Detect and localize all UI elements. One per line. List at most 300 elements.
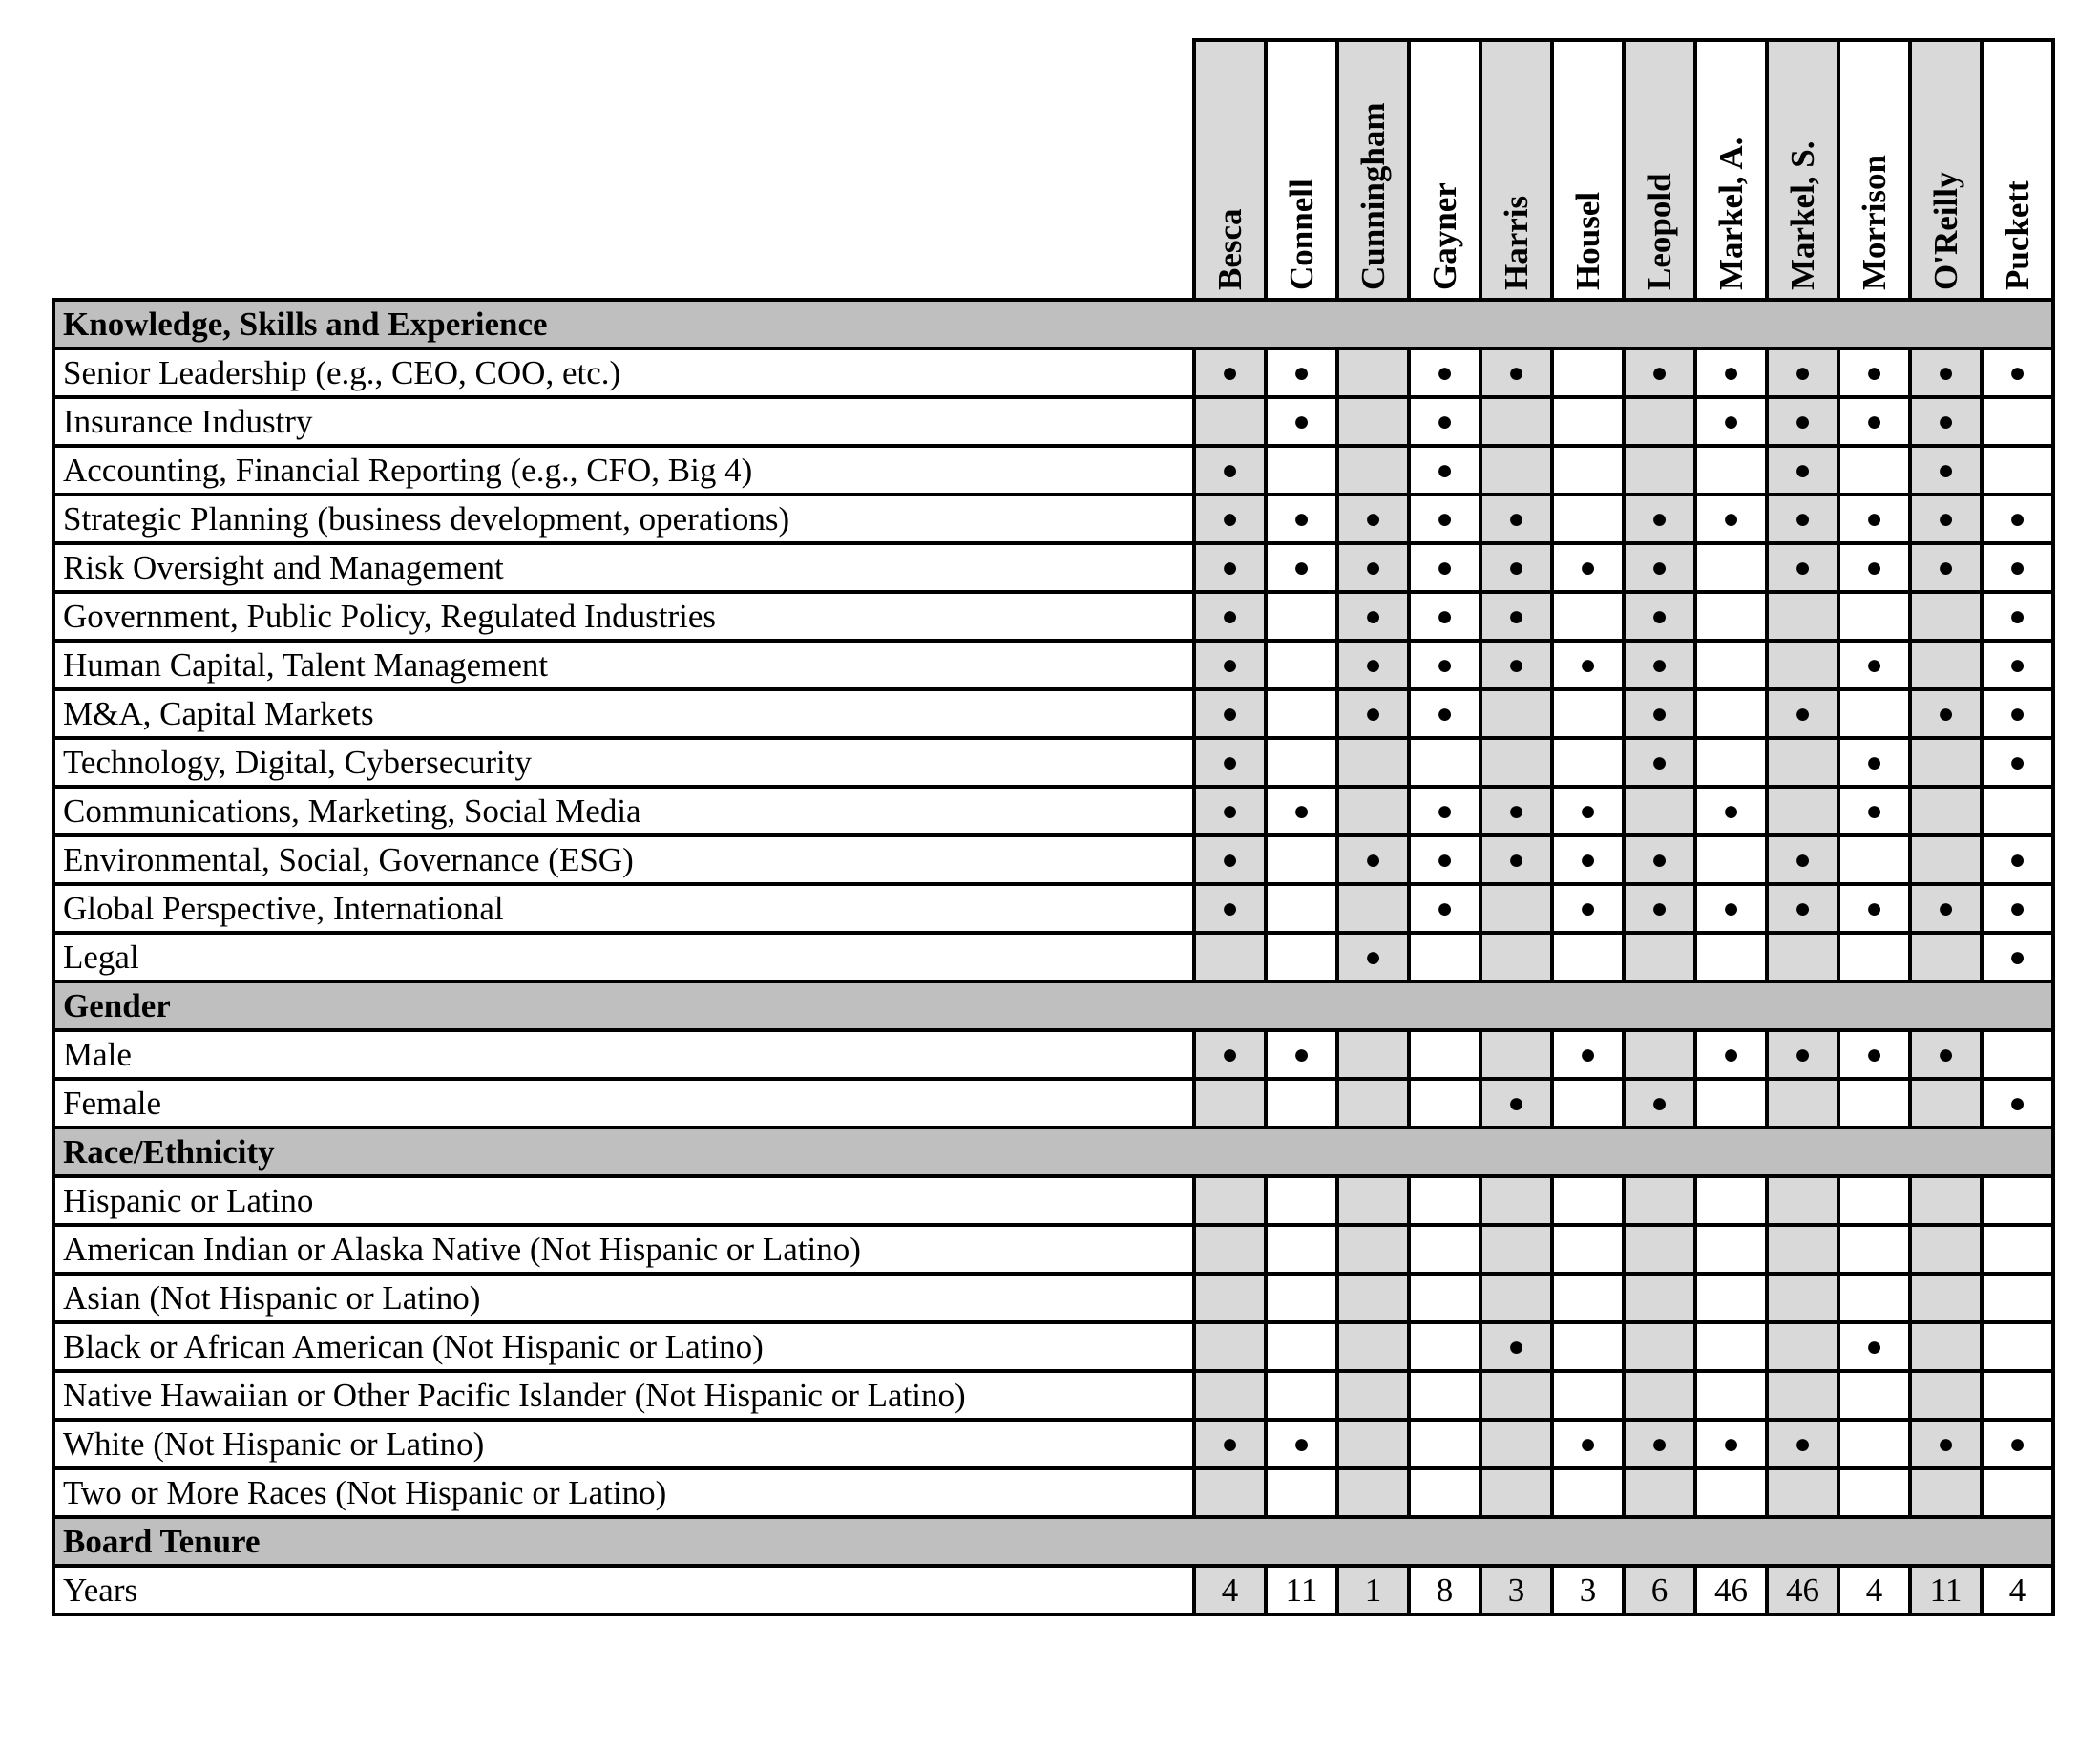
empty-cell: [1480, 884, 1552, 933]
dot-icon: ●: [1436, 502, 1454, 535]
empty-cell: [1910, 835, 1982, 884]
section-title: Gender: [53, 981, 2053, 1030]
empty-cell: [1337, 1030, 1409, 1079]
row-label: Risk Oversight and Management: [53, 543, 1194, 592]
dot-cell: [1624, 689, 1695, 738]
empty-cell: [1266, 689, 1337, 738]
empty-cell: [1767, 1079, 1838, 1128]
director-column-header: [1910, 40, 1982, 300]
empty-cell: [1695, 1371, 1767, 1420]
row-label: Accounting, Financial Reporting (e.g., CFO, Big 4): [53, 446, 1194, 495]
empty-cell: [1767, 1225, 1838, 1274]
empty-cell: [1624, 1030, 1695, 1079]
empty-cell: [1695, 543, 1767, 592]
empty-cell: [1409, 738, 1480, 787]
empty-cell: [1194, 1176, 1266, 1225]
dot-cell: [1910, 1030, 1982, 1079]
empty-cell: [1910, 1371, 1982, 1420]
dot-cell: [1624, 641, 1695, 689]
matrix-row: [53, 348, 2053, 397]
dot-cell: [1480, 1322, 1552, 1371]
dot-cell: [1767, 689, 1838, 738]
dot-icon: ●: [1650, 648, 1669, 681]
dot-icon: ●: [1436, 697, 1454, 729]
row-label: Legal: [53, 933, 1194, 981]
dot-icon: ●: [1364, 940, 1382, 973]
empty-cell: [1624, 1371, 1695, 1420]
dot-cell: [1767, 446, 1838, 495]
dot-icon: ●: [1221, 892, 1239, 924]
empty-cell: [1552, 1225, 1624, 1274]
matrix-row: [53, 787, 2053, 835]
director-column-header: [1409, 40, 1480, 300]
row-label: Female: [53, 1079, 1194, 1128]
dot-cell: [1695, 397, 1767, 446]
director-name: Markel, S.: [1783, 140, 1821, 290]
row-label: Global Perspective, International: [53, 884, 1194, 933]
dot-cell: [1266, 397, 1337, 446]
dot-icon: ●: [1865, 1038, 1883, 1070]
dot-cell: [1409, 495, 1480, 543]
dot-icon: ●: [1722, 356, 1740, 389]
empty-cell: [1910, 787, 1982, 835]
empty-cell: [1624, 933, 1695, 981]
empty-cell: [1552, 1176, 1624, 1225]
dot-icon: ●: [1937, 892, 1955, 924]
empty-cell: [1266, 1468, 1337, 1517]
dot-icon: ●: [1865, 502, 1883, 535]
row-label: Native Hawaiian or Other Pacific Islander (Not Hispanic or Latino): [53, 1371, 1194, 1420]
dot-cell: [1982, 835, 2053, 884]
empty-cell: [1552, 1371, 1624, 1420]
empty-cell: [1337, 1079, 1409, 1128]
empty-cell: [1982, 1176, 2053, 1225]
empty-cell: [1552, 1079, 1624, 1128]
dot-icon: ●: [1221, 551, 1239, 583]
dot-icon: ●: [1650, 502, 1669, 535]
empty-cell: [1480, 1420, 1552, 1468]
empty-cell: [1695, 641, 1767, 689]
dot-cell: [1480, 835, 1552, 884]
dot-cell: [1982, 1420, 2053, 1468]
empty-cell: [1982, 397, 2053, 446]
empty-cell: [1767, 1371, 1838, 1420]
empty-cell: [1266, 641, 1337, 689]
empty-cell: [1624, 787, 1695, 835]
dot-icon: ●: [1221, 502, 1239, 535]
dot-cell: [1695, 495, 1767, 543]
dot-icon: ●: [1937, 502, 1955, 535]
dot-cell: [1409, 446, 1480, 495]
empty-cell: [1266, 1274, 1337, 1322]
empty-cell: [1624, 1176, 1695, 1225]
dot-cell: [1480, 641, 1552, 689]
empty-cell: [1552, 933, 1624, 981]
dot-cell: [1910, 543, 1982, 592]
dot-cell: [1624, 1420, 1695, 1468]
dot-icon: ●: [1507, 356, 1525, 389]
row-label: American Indian or Alaska Native (Not Hispanic or Latino): [53, 1225, 1194, 1274]
empty-cell: [1910, 1225, 1982, 1274]
dot-icon: ●: [1221, 454, 1239, 486]
dot-cell: [1982, 738, 2053, 787]
dot-icon: ●: [2008, 1086, 2026, 1119]
dot-cell: [1838, 543, 1910, 592]
matrix-row: [53, 641, 2053, 689]
matrix-row: [53, 1079, 2053, 1128]
empty-cell: [1337, 348, 1409, 397]
section-header: [53, 1517, 2053, 1566]
empty-cell: [1409, 933, 1480, 981]
dot-cell: [1838, 787, 1910, 835]
dot-cell: [1552, 641, 1624, 689]
empty-cell: [1910, 641, 1982, 689]
dot-icon: ●: [1364, 843, 1382, 876]
dot-cell: [1982, 884, 2053, 933]
director-column-header: [1624, 40, 1695, 300]
dot-icon: ●: [1221, 648, 1239, 681]
dot-icon: ●: [1865, 892, 1883, 924]
director-column-header: [1767, 40, 1838, 300]
matrix-row: [53, 1371, 2053, 1420]
tenure-value: 46: [1767, 1566, 1838, 1614]
dot-cell: [1624, 738, 1695, 787]
empty-cell: [1337, 884, 1409, 933]
dot-cell: [1910, 884, 1982, 933]
dot-icon: ●: [2008, 892, 2026, 924]
empty-cell: [1624, 446, 1695, 495]
dot-cell: [1982, 689, 2053, 738]
empty-cell: [1480, 738, 1552, 787]
tenure-value: 4: [1982, 1566, 2053, 1614]
director-name: Besca: [1210, 208, 1249, 290]
dot-cell: [1409, 689, 1480, 738]
dot-cell: [1982, 543, 2053, 592]
dot-cell: [1480, 1079, 1552, 1128]
dot-cell: [1480, 787, 1552, 835]
empty-cell: [1409, 1079, 1480, 1128]
section-header: [53, 981, 2053, 1030]
dot-icon: ●: [1650, 892, 1669, 924]
dot-icon: ●: [1794, 502, 1812, 535]
empty-cell: [1624, 1322, 1695, 1371]
empty-cell: [1695, 933, 1767, 981]
empty-cell: [1838, 592, 1910, 641]
dot-cell: [1337, 592, 1409, 641]
director-column-header: [1552, 40, 1624, 300]
row-label: Black or African American (Not Hispanic or Latino): [53, 1322, 1194, 1371]
dot-cell: [1194, 543, 1266, 592]
dot-cell: [1624, 495, 1695, 543]
director-name: Leopold: [1640, 173, 1678, 290]
section-title: Knowledge, Skills and Experience: [53, 300, 2053, 348]
dot-icon: ●: [2008, 356, 2026, 389]
empty-cell: [1982, 1225, 2053, 1274]
dot-cell: [1194, 592, 1266, 641]
dot-icon: ●: [1364, 551, 1382, 583]
dot-icon: ●: [1937, 454, 1955, 486]
matrix-row: [53, 738, 2053, 787]
dot-icon: ●: [1292, 502, 1311, 535]
board-skills-matrix: [52, 38, 2055, 1616]
dot-icon: ●: [1722, 892, 1740, 924]
dot-icon: ●: [1292, 794, 1311, 827]
tenure-value: 46: [1695, 1566, 1767, 1614]
empty-cell: [1337, 787, 1409, 835]
empty-cell: [1337, 1274, 1409, 1322]
empty-cell: [1337, 1176, 1409, 1225]
row-label: White (Not Hispanic or Latino): [53, 1420, 1194, 1468]
dot-icon: ●: [1507, 843, 1525, 876]
tenure-value: 11: [1266, 1566, 1337, 1614]
dot-icon: ●: [1865, 746, 1883, 778]
empty-cell: [1838, 1176, 1910, 1225]
empty-cell: [1910, 933, 1982, 981]
dot-cell: [1409, 397, 1480, 446]
dot-icon: ●: [1937, 1038, 1955, 1070]
dot-icon: ●: [2008, 940, 2026, 973]
empty-cell: [1767, 641, 1838, 689]
dot-icon: ●: [1650, 746, 1669, 778]
dot-cell: [1194, 689, 1266, 738]
dot-cell: [1695, 1420, 1767, 1468]
empty-cell: [1337, 1420, 1409, 1468]
row-label: M&A, Capital Markets: [53, 689, 1194, 738]
director-name: Connell: [1282, 179, 1320, 290]
tenure-value: 8: [1409, 1566, 1480, 1614]
dot-cell: [1194, 835, 1266, 884]
empty-cell: [1194, 1371, 1266, 1420]
dot-cell: [1695, 787, 1767, 835]
dot-cell: [1695, 1030, 1767, 1079]
dot-icon: ●: [1937, 551, 1955, 583]
director-column-header: [1695, 40, 1767, 300]
empty-cell: [1982, 787, 2053, 835]
dot-cell: [1982, 495, 2053, 543]
dot-cell: [1552, 835, 1624, 884]
empty-cell: [1409, 1225, 1480, 1274]
empty-cell: [1552, 738, 1624, 787]
dot-icon: ●: [2008, 746, 2026, 778]
empty-cell: [1194, 1322, 1266, 1371]
matrix-row: [53, 884, 2053, 933]
dot-cell: [1266, 543, 1337, 592]
dot-icon: ●: [1221, 1038, 1239, 1070]
empty-cell: [1337, 397, 1409, 446]
empty-cell: [1480, 397, 1552, 446]
row-label: Government, Public Policy, Regulated Industries: [53, 592, 1194, 641]
tenure-value: 4: [1838, 1566, 1910, 1614]
empty-cell: [1409, 1468, 1480, 1517]
empty-cell: [1910, 1274, 1982, 1322]
matrix-row: [53, 1274, 2053, 1322]
empty-cell: [1910, 592, 1982, 641]
dot-icon: ●: [1436, 356, 1454, 389]
dot-cell: [1695, 884, 1767, 933]
dot-icon: ●: [1221, 794, 1239, 827]
dot-cell: [1624, 592, 1695, 641]
dot-icon: ●: [1794, 1038, 1812, 1070]
director-column-header: [1982, 40, 2053, 300]
dot-cell: [1409, 641, 1480, 689]
dot-icon: ●: [1650, 356, 1669, 389]
row-label: Years: [53, 1566, 1194, 1614]
row-label: Communications, Marketing, Social Media: [53, 787, 1194, 835]
director-name: Morrison: [1855, 155, 1893, 290]
director-column-header: [1838, 40, 1910, 300]
matrix-row: [53, 1225, 2053, 1274]
empty-cell: [1838, 1079, 1910, 1128]
matrix-row: [53, 592, 2053, 641]
empty-cell: [1480, 1371, 1552, 1420]
dot-cell: [1194, 1030, 1266, 1079]
dot-icon: ●: [1436, 551, 1454, 583]
empty-cell: [1194, 933, 1266, 981]
dot-icon: ●: [1221, 697, 1239, 729]
empty-cell: [1266, 1225, 1337, 1274]
empty-cell: [1838, 1274, 1910, 1322]
empty-cell: [1409, 1030, 1480, 1079]
empty-cell: [1982, 1030, 2053, 1079]
dot-cell: [1194, 446, 1266, 495]
dot-icon: ●: [1650, 1086, 1669, 1119]
dot-cell: [1409, 348, 1480, 397]
empty-cell: [1552, 689, 1624, 738]
dot-cell: [1480, 348, 1552, 397]
director-column-header: [1337, 40, 1409, 300]
empty-cell: [1552, 348, 1624, 397]
dot-icon: ●: [1221, 746, 1239, 778]
empty-cell: [1910, 1079, 1982, 1128]
tenure-value: 3: [1552, 1566, 1624, 1614]
dot-icon: ●: [1937, 356, 1955, 389]
dot-icon: ●: [1650, 551, 1669, 583]
dot-cell: [1910, 495, 1982, 543]
empty-cell: [1266, 1371, 1337, 1420]
empty-cell: [1838, 933, 1910, 981]
dot-icon: ●: [1436, 794, 1454, 827]
dot-icon: ●: [1436, 454, 1454, 486]
empty-cell: [1910, 738, 1982, 787]
empty-cell: [1838, 446, 1910, 495]
dot-cell: [1624, 543, 1695, 592]
empty-cell: [1695, 1079, 1767, 1128]
row-label: Human Capital, Talent Management: [53, 641, 1194, 689]
dot-icon: ●: [1794, 843, 1812, 876]
director-name: Harris: [1497, 195, 1535, 290]
empty-cell: [1552, 1322, 1624, 1371]
dot-icon: ●: [1579, 843, 1597, 876]
row-label: Senior Leadership (e.g., CEO, COO, etc.): [53, 348, 1194, 397]
dot-icon: ●: [1937, 1427, 1955, 1460]
matrix-row: [53, 543, 2053, 592]
empty-cell: [1767, 1468, 1838, 1517]
dot-cell: [1337, 495, 1409, 543]
dot-icon: ●: [1650, 843, 1669, 876]
dot-icon: ●: [1722, 1427, 1740, 1460]
dot-icon: ●: [1364, 502, 1382, 535]
empty-cell: [1337, 1468, 1409, 1517]
dot-icon: ●: [1722, 502, 1740, 535]
dot-icon: ●: [1650, 600, 1669, 632]
dot-icon: ●: [1650, 697, 1669, 729]
dot-cell: [1194, 787, 1266, 835]
dot-cell: [1194, 641, 1266, 689]
empty-cell: [1266, 835, 1337, 884]
empty-cell: [1480, 446, 1552, 495]
dot-icon: ●: [1221, 356, 1239, 389]
section-header: [53, 1128, 2053, 1176]
dot-cell: [1337, 835, 1409, 884]
dot-cell: [1266, 495, 1337, 543]
empty-cell: [1910, 1176, 1982, 1225]
director-column-header: [1194, 40, 1266, 300]
dot-cell: [1838, 884, 1910, 933]
empty-cell: [1409, 1420, 1480, 1468]
row-label: Strategic Planning (business development, operations): [53, 495, 1194, 543]
dot-icon: ●: [1865, 551, 1883, 583]
empty-cell: [1194, 1079, 1266, 1128]
director-name: Housel: [1568, 191, 1606, 290]
dot-icon: ●: [1292, 405, 1311, 437]
dot-icon: ●: [1794, 1427, 1812, 1460]
director-name: O'Reilly: [1926, 171, 1964, 290]
director-name: Gayner: [1425, 182, 1463, 290]
empty-cell: [1695, 1225, 1767, 1274]
dot-icon: ●: [1436, 405, 1454, 437]
tenure-value: 3: [1480, 1566, 1552, 1614]
dot-icon: ●: [1221, 600, 1239, 632]
dot-cell: [1695, 348, 1767, 397]
dot-icon: ●: [1865, 405, 1883, 437]
dot-icon: ●: [1579, 648, 1597, 681]
empty-cell: [1695, 1322, 1767, 1371]
dot-cell: [1982, 1079, 2053, 1128]
empty-cell: [1194, 1274, 1266, 1322]
dot-icon: ●: [1865, 356, 1883, 389]
empty-cell: [1480, 689, 1552, 738]
empty-cell: [1480, 1468, 1552, 1517]
dot-icon: ●: [2008, 600, 2026, 632]
dot-cell: [1266, 1030, 1337, 1079]
empty-cell: [1695, 689, 1767, 738]
dot-cell: [1480, 543, 1552, 592]
dot-icon: ●: [1579, 794, 1597, 827]
row-label: Environmental, Social, Governance (ESG): [53, 835, 1194, 884]
empty-cell: [1266, 592, 1337, 641]
empty-cell: [1767, 1176, 1838, 1225]
empty-cell: [1767, 933, 1838, 981]
dot-icon: ●: [1794, 356, 1812, 389]
dot-icon: ●: [2008, 648, 2026, 681]
dot-cell: [1838, 397, 1910, 446]
dot-cell: [1409, 884, 1480, 933]
director-column-header: [1266, 40, 1337, 300]
dot-icon: ●: [1579, 1038, 1597, 1070]
empty-cell: [1838, 1420, 1910, 1468]
dot-icon: ●: [1507, 1086, 1525, 1119]
tenure-value: 4: [1194, 1566, 1266, 1614]
dot-cell: [1552, 1420, 1624, 1468]
tenure-value: 11: [1910, 1566, 1982, 1614]
dot-cell: [1624, 884, 1695, 933]
empty-cell: [1480, 1225, 1552, 1274]
empty-cell: [1266, 933, 1337, 981]
empty-cell: [1409, 1274, 1480, 1322]
dot-cell: [1480, 592, 1552, 641]
dot-cell: [1838, 1322, 1910, 1371]
empty-cell: [1695, 1468, 1767, 1517]
